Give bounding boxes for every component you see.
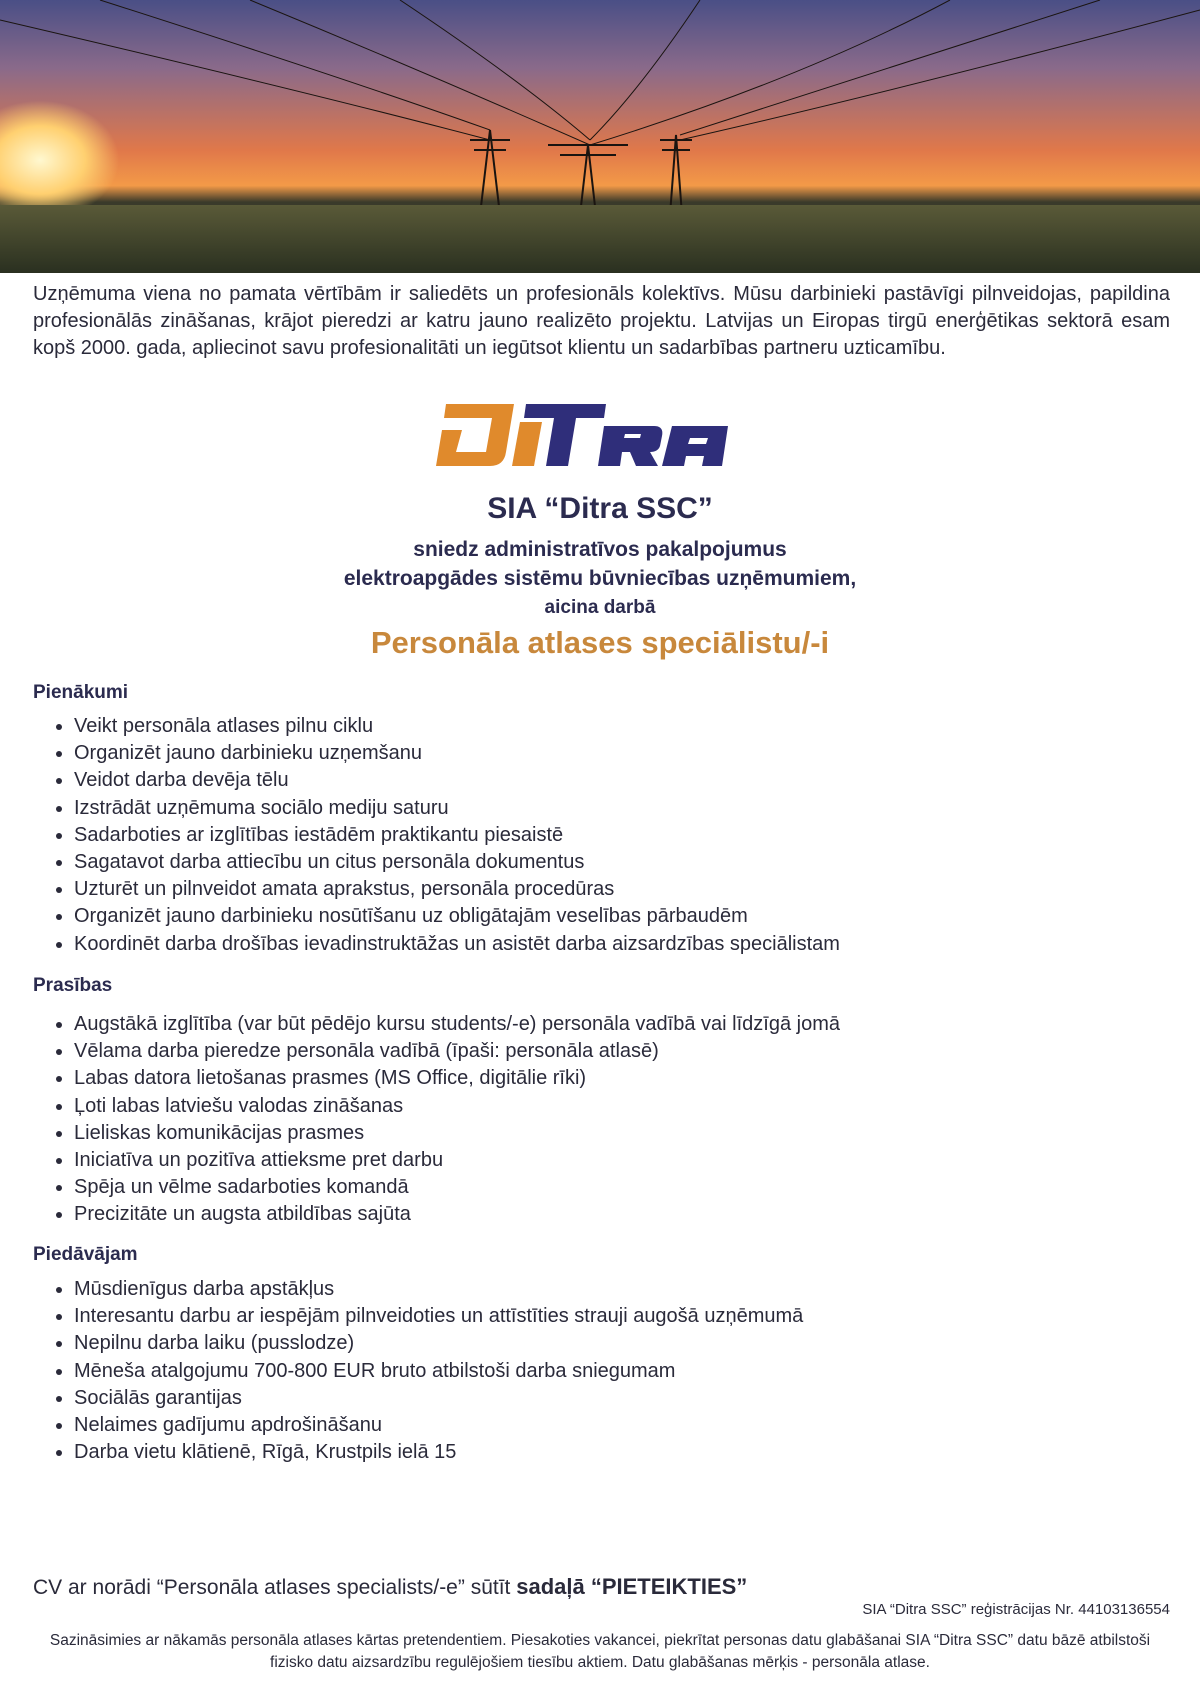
list-item: • Organizēt jauno darbinieku nosūtīšanu uz obligātajām veselības pārbaudēm	[74, 903, 840, 930]
offer-list	[74, 1276, 803, 1466]
list-item: • Sociālās garantijas	[74, 1385, 803, 1412]
list-item: • Sagatavot darba attiecību un citus personāla dokumentus	[74, 849, 840, 876]
field	[0, 205, 1200, 273]
list-item: • Veidot darba devēja tēlu	[74, 767, 840, 794]
list-item: • Nepilnu darba laiku (pusslodze)	[74, 1330, 803, 1357]
list-item: • Vēlama darba pieredze personāla vadībā (īpaši: personāla atlasē)	[74, 1038, 840, 1065]
list-item: • Interesantu darbu ar iespējām pilnveidoties un attīstīties strauji augošā uzņēmumā	[74, 1303, 803, 1330]
list-item: • Lieliskas komunikācijas prasmes	[74, 1120, 840, 1147]
list-item: • Uzturēt un pilnveidot amata aprakstus, personāla procedūras	[74, 876, 840, 903]
section-title-offer: Piedāvājam	[33, 1244, 138, 1265]
list-item: • Organizēt jauno darbinieku uzņemšanu	[74, 740, 840, 767]
list-item: • Izstrādāt uzņēmuma sociālo mediju saturu	[74, 795, 840, 822]
cv-instructions	[33, 1574, 747, 1600]
list-item: • Labas datora lietošanas prasmes (MS Office, digitālie rīki)	[74, 1065, 840, 1092]
list-item: • Ļoti labas latviešu valodas zināšanas	[74, 1093, 840, 1120]
list-item: • Sadarboties ar izglītības iestādēm praktikantu piesaistē	[74, 822, 840, 849]
list-item: • Veikt personāla atlases pilnu ciklu	[74, 713, 840, 740]
list-item: • Nelaimes gadījumu apdrošināšanu	[74, 1412, 803, 1439]
subtitle-line: elektroapgādes sistēmu būvniecības uzņēmumiem,	[343, 567, 857, 590]
cv-text: CV ar norādi “Personāla atlases specialists/-e” sūtīt	[33, 1576, 517, 1599]
hero-image-power-lines-sunset	[0, 0, 1200, 273]
list-item: • Spēja un vēlme sadarboties komandā	[74, 1174, 840, 1201]
apply-link[interactable]: sadaļā “PIETEIKTIES”	[516, 1574, 748, 1599]
subtitle-line: aicina darbā	[544, 597, 656, 618]
list-item: • Mūsdienīgus darba apstākļus	[74, 1276, 803, 1303]
subtitle-line: sniedz administratīvos pakalpojumus	[413, 538, 787, 561]
list-item: • Koordinēt darba drošības ievadinstruktāžas un asistēt darba aizsardzības speciālistam	[74, 931, 840, 958]
section-title-duties: Pienākumi	[33, 682, 129, 703]
registration-number: SIA “Ditra SSC” reģistrācijas Nr. 44103136554	[862, 1601, 1170, 1618]
duties-list	[74, 713, 840, 958]
list-item: • Mēneša atalgojumu 700-800 EUR bruto atbilstoši darba sniegumam	[74, 1358, 803, 1385]
list-item: • Precizitāte un augsta atbildības sajūta	[74, 1201, 840, 1228]
section-title-requirements: Prasības	[33, 975, 113, 996]
list-item: • Iniciatīva un pozitīva attieksme pret darbu	[74, 1147, 840, 1174]
requirements-list	[74, 1011, 840, 1229]
ditra-logo	[436, 400, 736, 472]
position-title: Personāla atlases speciālistu/-i	[370, 625, 830, 660]
list-item: • Darba vietu klātienē, Rīgā, Krustpils ielā 15	[74, 1439, 803, 1466]
company-name: SIA “Ditra SSC”	[487, 492, 713, 525]
company-subtitle	[0, 535, 1200, 622]
privacy-notice: Sazināsimies ar nākamās personāla atlases kārtas pretendentiem. Piesakoties vakancei, piekrītat personas datu glabāšanai SIA “Ditra SSC” datu bāzē atbilstoši fizisko datu aizsardzību regulējošiem tiesību aktiem. Datu glabāšanas mērķis - personāla atlase.	[49, 1632, 1151, 1671]
company-intro: Uzņēmuma viena no pamata vērtībām ir saliedēts un profesionāls kolektīvs. Mūsu darbinieki pastāvīgi pilnveidojas, papildina profesionālās zināšanas, krājot pieredzi ar katru jauno realizēto projektu. Latvijas un Eiropas tirgū enerģētikas sektorā esam kopš 2000. gada, apliecinot savu profesionalitāti un iegūtsot klientu un sadarbības partneru uzticamību.	[33, 283, 1170, 359]
list-item: • Augstākā izglītība (var būt pēdējo kursu students/-e) personāla vadībā vai līdzīgā jomā	[74, 1011, 840, 1038]
